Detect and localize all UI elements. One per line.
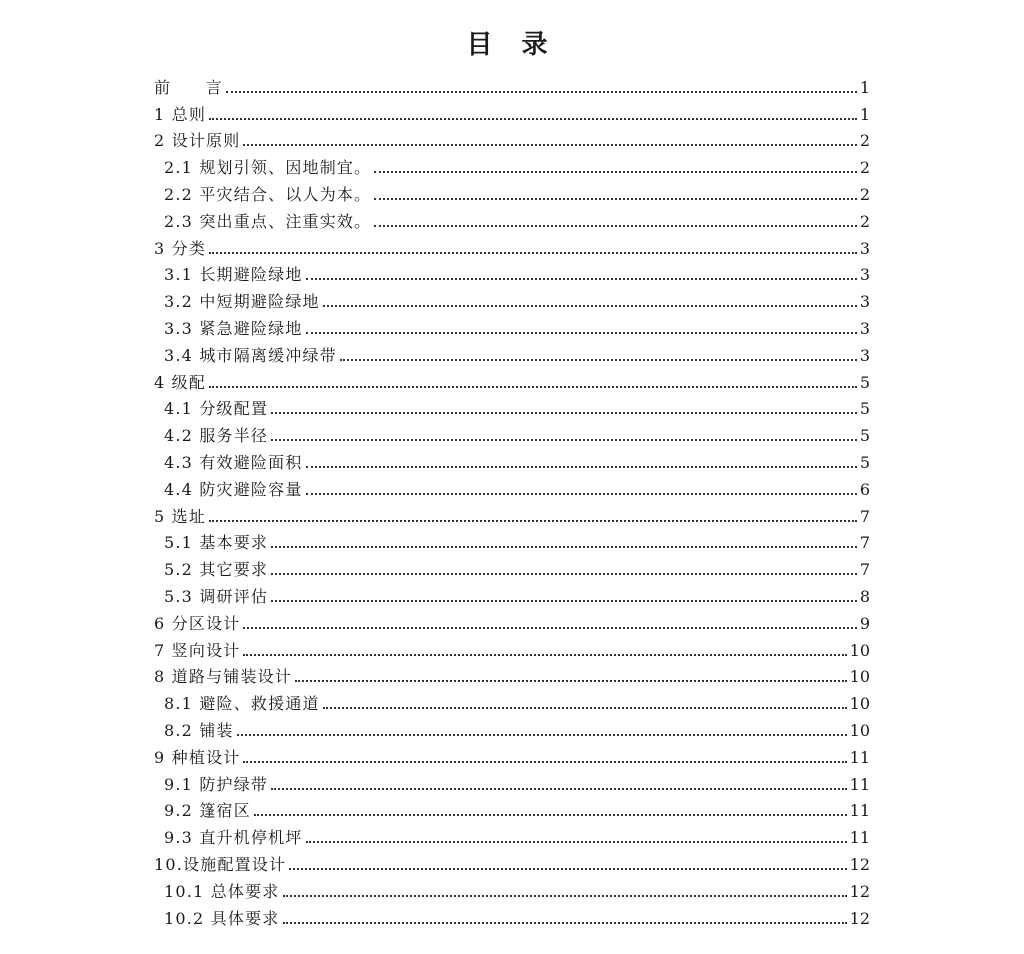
toc-entry-page-number: 11	[849, 828, 870, 848]
toc-entry-page-number: 3	[859, 238, 870, 258]
table-of-contents	[154, 71, 870, 929]
dot-leader	[209, 520, 857, 522]
toc-entry[interactable]	[154, 527, 870, 554]
dot-leader	[306, 841, 847, 843]
dot-leader	[271, 600, 857, 602]
toc-entry[interactable]	[154, 634, 870, 661]
toc-entry[interactable]	[154, 285, 870, 312]
toc-entry[interactable]	[154, 902, 870, 929]
toc-entry-page-number: 3	[859, 345, 870, 365]
toc-entry-label: 4 级配	[154, 372, 207, 392]
toc-entry[interactable]	[154, 607, 870, 634]
dot-leader	[374, 171, 856, 173]
toc-entry[interactable]	[154, 661, 870, 688]
toc-entry-label: 10.2 具体要求	[164, 908, 280, 928]
dot-leader	[271, 439, 857, 441]
toc-entry[interactable]	[154, 366, 870, 393]
toc-entry-page-number: 5	[859, 452, 870, 472]
toc-entry-page-number: 10	[849, 640, 870, 660]
toc-entry-page-number: 2	[859, 184, 870, 204]
dot-leader	[283, 895, 847, 897]
dot-leader	[243, 654, 846, 656]
toc-entry[interactable]	[154, 687, 870, 714]
toc-entry[interactable]	[154, 205, 870, 232]
toc-entry-page-number: 12	[849, 881, 870, 901]
dot-leader	[323, 305, 857, 307]
toc-entry[interactable]	[154, 393, 870, 420]
toc-entry-label: 10.1 总体要求	[164, 881, 280, 901]
toc-entry[interactable]	[154, 553, 870, 580]
dot-leader	[306, 493, 857, 495]
toc-entry-page-number: 2	[859, 211, 870, 231]
toc-entry-label: 前 言	[154, 77, 223, 97]
toc-entry-label: 8.2 铺装	[164, 720, 234, 740]
toc-entry[interactable]	[154, 446, 870, 473]
dot-leader	[209, 386, 857, 388]
dot-leader	[209, 252, 857, 254]
toc-entry[interactable]	[154, 71, 870, 98]
toc-entry[interactable]	[154, 741, 870, 768]
toc-entry[interactable]	[154, 419, 870, 446]
toc-entry-page-number: 7	[859, 506, 870, 526]
toc-entry[interactable]	[154, 795, 870, 822]
toc-entry-label: 3.2 中短期避险绿地	[164, 292, 320, 312]
toc-entry-label: 8.1 避险、救援通道	[164, 694, 320, 714]
toc-entry-page-number: 3	[859, 265, 870, 285]
toc-entry-label: 9.1 防护绿带	[164, 774, 269, 794]
toc-entry[interactable]	[154, 580, 870, 607]
toc-entry-page-number: 5	[859, 372, 870, 392]
toc-entry-label: 2.1 规划引领、因地制宜。	[164, 158, 372, 178]
toc-entry-label: 3.1 长期避险绿地	[164, 265, 303, 285]
dot-leader	[271, 412, 857, 414]
toc-entry-page-number: 9	[859, 613, 870, 633]
toc-entry-label: 5.1 基本要求	[164, 533, 269, 553]
toc-entry-label: 2.2 平灾结合、以人为本。	[164, 184, 372, 204]
dot-leader	[374, 225, 856, 227]
toc-entry-page-number: 3	[859, 318, 870, 338]
toc-entry-label: 10.设施配置设计	[154, 854, 287, 874]
toc-entry[interactable]	[154, 98, 870, 125]
dot-leader	[243, 761, 846, 763]
toc-entry[interactable]	[154, 232, 870, 259]
toc-entry[interactable]	[154, 259, 870, 286]
toc-entry[interactable]	[154, 848, 870, 875]
toc-entry-page-number: 5	[859, 426, 870, 446]
toc-entry[interactable]	[154, 875, 870, 902]
toc-entry-label: 2 设计原则	[154, 131, 241, 151]
toc-entry-label: 6 分区设计	[154, 613, 241, 633]
dot-leader	[237, 734, 847, 736]
toc-entry-page-number: 2	[859, 158, 870, 178]
toc-entry-page-number: 1	[859, 104, 870, 124]
dot-leader	[340, 359, 857, 361]
toc-entry-label: 3.3 紧急避险绿地	[164, 318, 303, 338]
toc-entry-label: 5 选址	[154, 506, 207, 526]
toc-entry-page-number: 7	[859, 533, 870, 553]
toc-entry[interactable]	[154, 714, 870, 741]
dot-leader	[226, 91, 857, 93]
toc-entry-label: 3 分类	[154, 238, 207, 258]
dot-leader	[243, 627, 856, 629]
dot-leader	[283, 922, 847, 924]
toc-entry[interactable]	[154, 151, 870, 178]
toc-entry-page-number: 7	[859, 560, 870, 580]
toc-entry-label: 3.4 城市隔离缓冲绿带	[164, 345, 337, 365]
toc-entry[interactable]	[154, 339, 870, 366]
toc-entry-label: 4.2 服务半径	[164, 426, 269, 446]
dot-leader	[306, 466, 857, 468]
toc-entry-page-number: 10	[849, 694, 870, 714]
toc-entry-page-number: 1	[859, 77, 870, 97]
dot-leader	[374, 198, 856, 200]
dot-leader	[323, 707, 847, 709]
toc-entry[interactable]	[154, 768, 870, 795]
dot-leader	[271, 788, 847, 790]
toc-entry-label: 8 道路与铺装设计	[154, 667, 293, 687]
dot-leader	[306, 278, 857, 280]
toc-entry-page-number: 10	[849, 720, 870, 740]
dot-leader	[289, 868, 846, 870]
toc-entry-label: 5.2 其它要求	[164, 560, 269, 580]
dot-leader	[243, 144, 856, 146]
toc-entry-page-number: 5	[859, 399, 870, 419]
dot-leader	[271, 546, 857, 548]
toc-entry-label: 5.3 调研评估	[164, 586, 269, 606]
toc-entry-page-number: 2	[859, 131, 870, 151]
toc-entry[interactable]	[154, 312, 870, 339]
toc-entry[interactable]	[154, 500, 870, 527]
toc-entry-label: 7 竖向设计	[154, 640, 241, 660]
dot-leader	[306, 332, 857, 334]
toc-entry[interactable]	[154, 178, 870, 205]
toc-entry-label: 4.1 分级配置	[164, 399, 269, 419]
dot-leader	[209, 118, 857, 120]
toc-entry-label: 4.3 有效避险面积	[164, 452, 303, 472]
toc-entry-page-number: 11	[849, 801, 870, 821]
toc-entry-label: 2.3 突出重点、注重实效。	[164, 211, 372, 231]
toc-entry-page-number: 6	[859, 479, 870, 499]
dot-leader	[271, 573, 857, 575]
toc-entry[interactable]	[154, 125, 870, 152]
toc-entry-page-number: 11	[849, 774, 870, 794]
toc-entry-page-number: 12	[849, 908, 870, 928]
toc-entry-page-number: 11	[849, 747, 870, 767]
toc-entry-page-number: 10	[849, 667, 870, 687]
toc-entry-label: 4.4 防灾避险容量	[164, 479, 303, 499]
toc-entry[interactable]	[154, 821, 870, 848]
toc-entry-page-number: 3	[859, 292, 870, 312]
toc-entry-page-number: 12	[849, 854, 870, 874]
toc-entry-page-number: 8	[859, 586, 870, 606]
toc-entry-label: 9.2 篷宿区	[164, 801, 251, 821]
dot-leader	[295, 680, 847, 682]
toc-title: 目 录	[466, 30, 558, 60]
toc-entry-label: 9 种植设计	[154, 747, 241, 767]
toc-entry[interactable]	[154, 473, 870, 500]
toc-entry-label: 9.3 直升机停机坪	[164, 828, 303, 848]
toc-entry-label: 1 总则	[154, 104, 207, 124]
dot-leader	[254, 814, 847, 816]
